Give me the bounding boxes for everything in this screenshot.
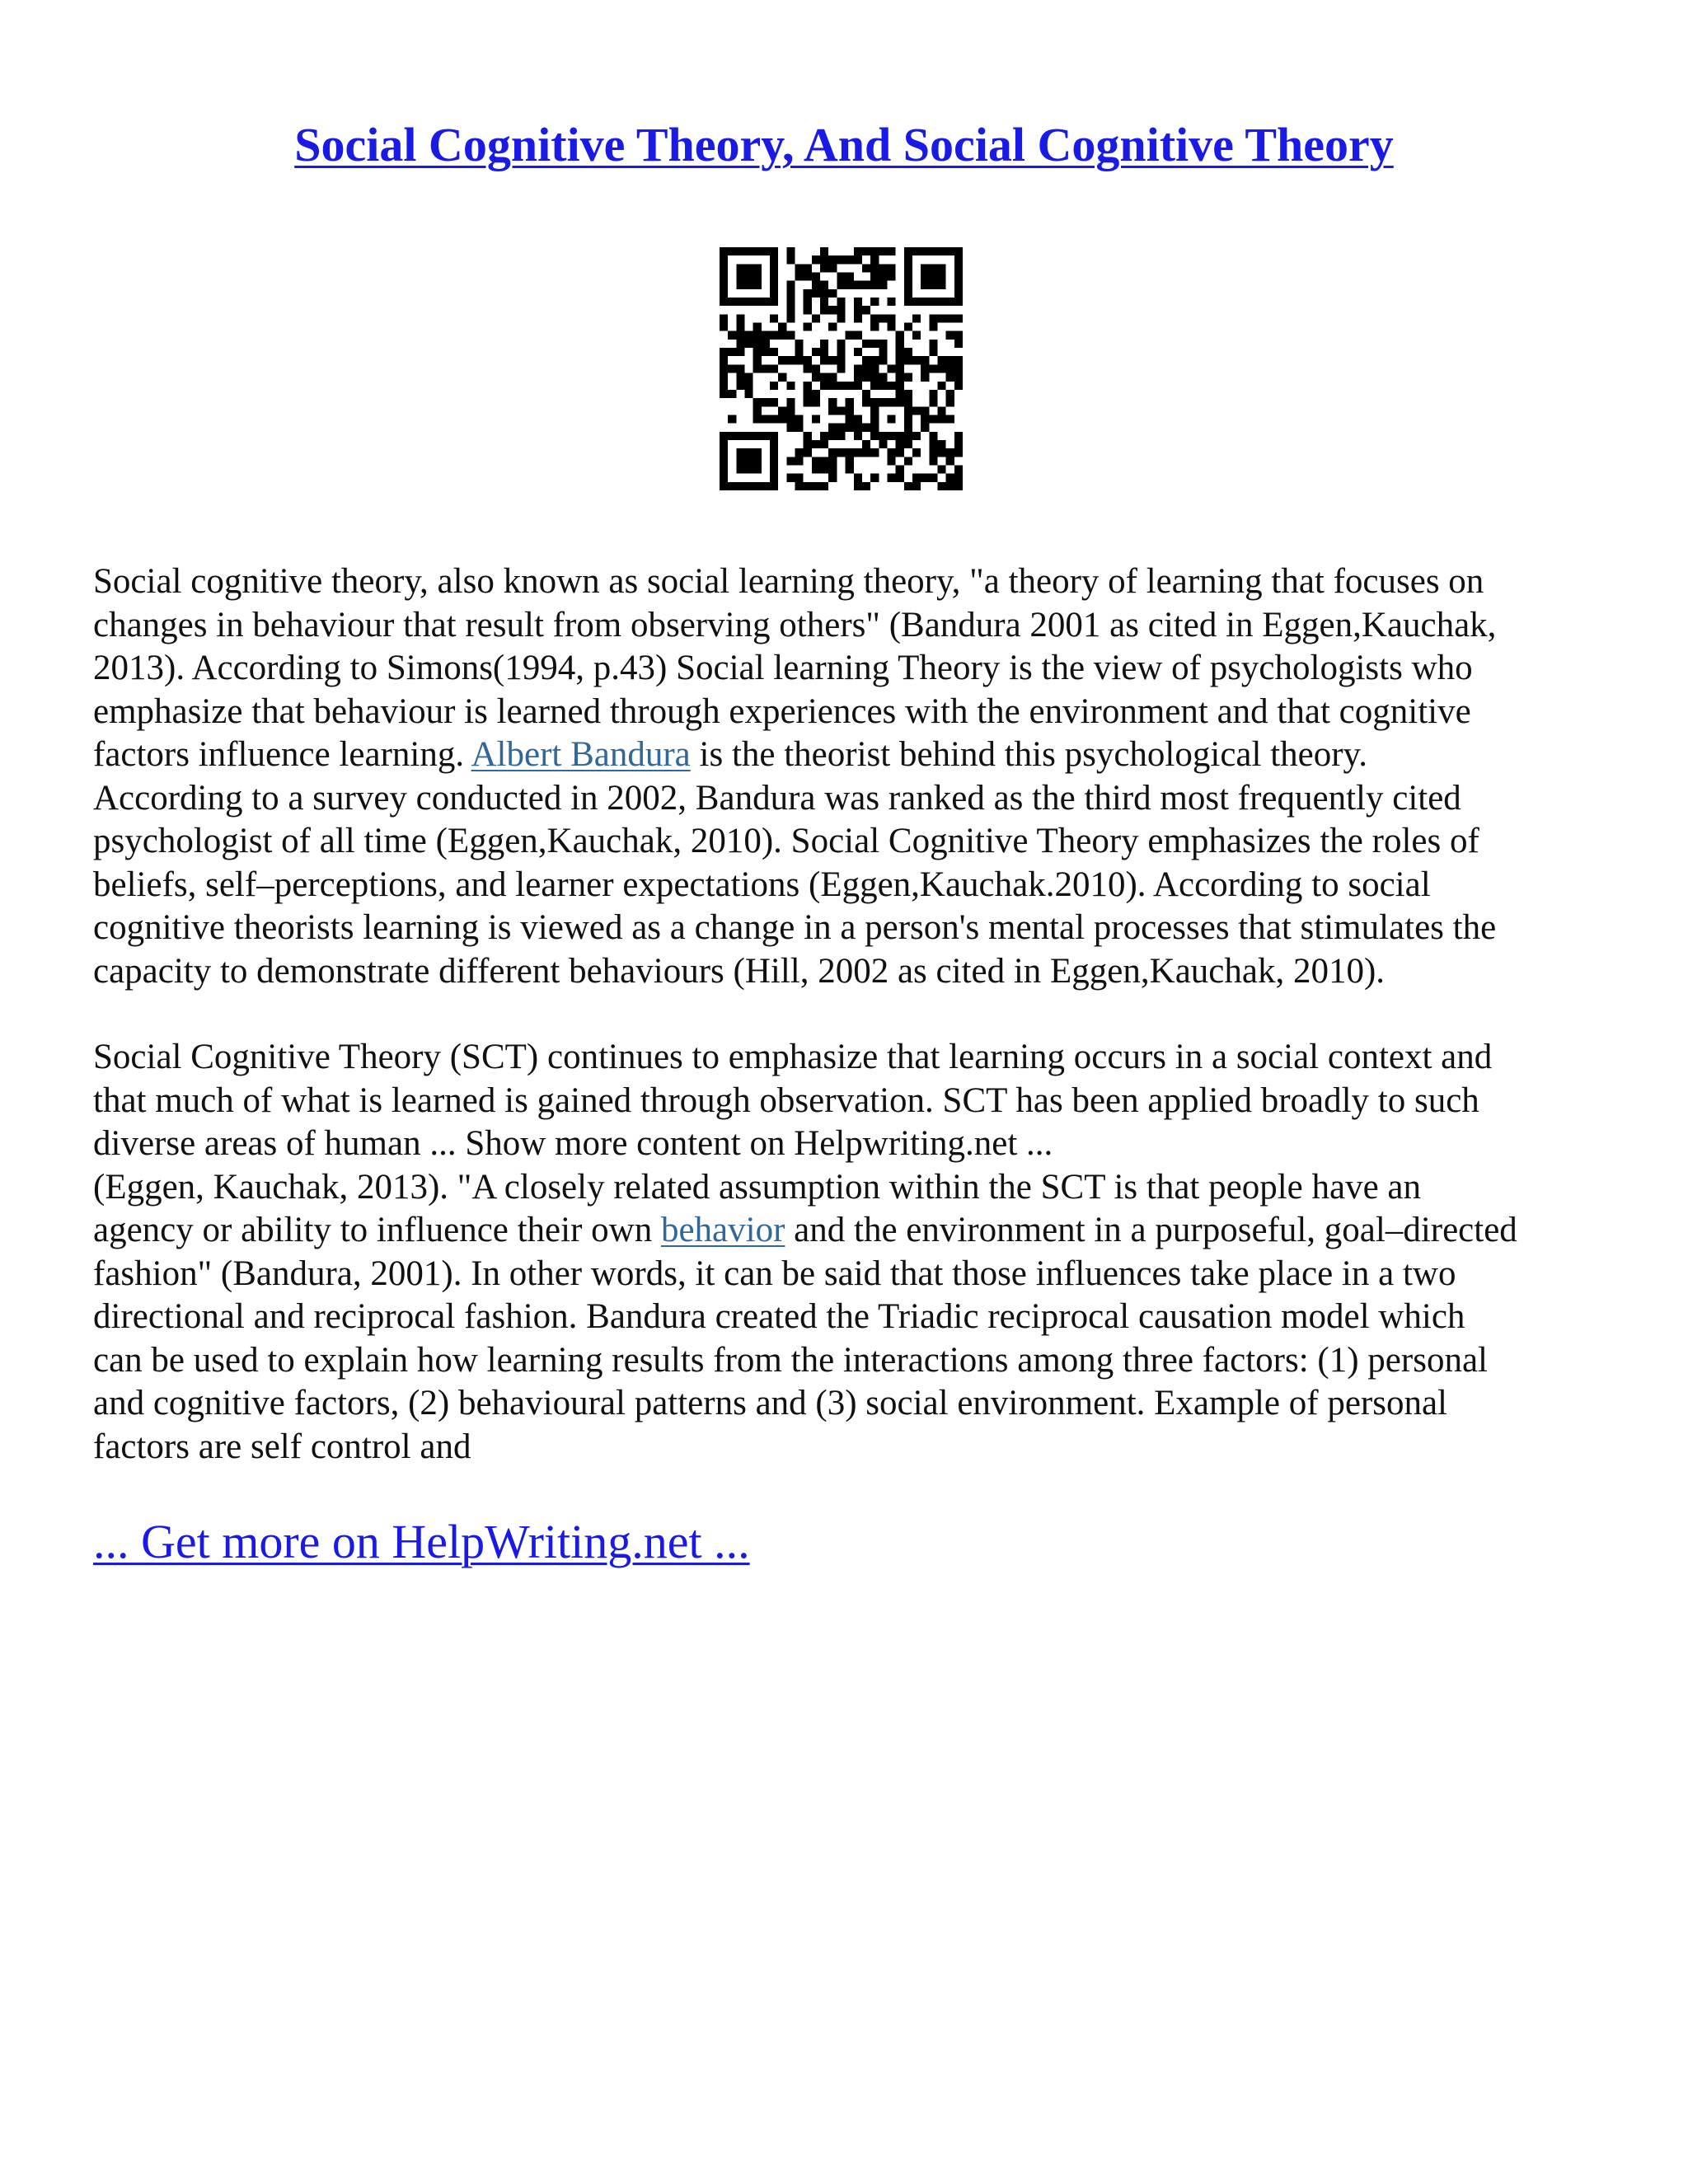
- text-line: factors are self control and: [93, 1427, 471, 1466]
- text-line: and cognitive factors, (2) behavioural patterns and (3) social environment. Example of personal: [93, 1384, 1447, 1422]
- text-line: capacity to demonstrate different behaviours (Hill, 2002 as cited in Eggen,Kauchak, 2010).: [93, 951, 1386, 991]
- text-line: can be used to explain how learning results from the interactions among three factors: (1) personal: [93, 1340, 1488, 1380]
- text-line: fashion" (Bandura, 2001). In other words, it can be said that those influences take place in a two: [93, 1254, 1456, 1293]
- article-body: [93, 560, 1626, 1469]
- get-more-link[interactable]: ... Get more on HelpWriting.net ...: [93, 1515, 750, 1568]
- text-line: beliefs, self–perceptions, and learner expectations (Eggen,Kauchak.2010). According to social: [93, 865, 1431, 904]
- text-line: [93, 733, 1626, 777]
- text-line: diverse areas of human ... Show more content on Helpwriting.net ...: [93, 1124, 1053, 1163]
- text-line: 2013). According to Simons(1994, p.43) Social learning Theory is the view of psychologists who: [93, 649, 1473, 687]
- text-line: Social Cognitive Theory (SCT) continues to emphasize that learning occurs in a social context and: [93, 1038, 1493, 1076]
- text-line: emphasize that behaviour is learned through experiences with the environment and that cognitive: [93, 691, 1471, 731]
- more-content: [93, 1513, 750, 1571]
- text-fragment: and the environment in a purposeful, goal–directed: [785, 1211, 1517, 1249]
- text-line: (Eggen, Kauchak, 2013). "A closely related assumption within the SCT is that people have an: [93, 1167, 1421, 1207]
- title-link[interactable]: Social Cognitive Theory, And Social Cognitive Theory: [294, 118, 1394, 171]
- qr-code-icon: [720, 247, 963, 490]
- text-line: [93, 1209, 1626, 1253]
- text-line: psychologist of all time (Eggen,Kauchak, 2010). Social Cognitive Theory emphasizes the roles of: [93, 822, 1479, 860]
- paragraph-1: [93, 560, 1626, 993]
- text-line: that much of what is learned is gained through observation. SCT has been applied broadly to such: [93, 1080, 1479, 1120]
- page-title: [0, 114, 1688, 176]
- albert-bandura-link[interactable]: Albert Bandura: [471, 735, 691, 774]
- text-line: changes in behaviour that result from observing others" (Bandura 2001 as cited in Eggen,Kauchak,: [93, 605, 1497, 644]
- text-line: cognitive theorists learning is viewed as a change in a person's mental processes that stimulates the: [93, 908, 1497, 947]
- text-line: directional and reciprocal fashion. Bandura created the Triadic reciprocal causation model which: [93, 1297, 1465, 1336]
- text-line: According to a survey conducted in 2002, Bandura was ranked as the third most frequently cited: [93, 778, 1461, 818]
- text-fragment: is the theorist behind this psychological theory.: [690, 735, 1368, 774]
- paragraph-2: [93, 1036, 1626, 1469]
- behavior-link[interactable]: behavior: [660, 1211, 785, 1249]
- text-line: Social cognitive theory, also known as social learning theory, "a theory of learning that focuses on: [93, 562, 1484, 601]
- text-fragment: factors influence learning.: [93, 735, 471, 774]
- text-fragment: agency or ability to influence their own: [93, 1211, 661, 1249]
